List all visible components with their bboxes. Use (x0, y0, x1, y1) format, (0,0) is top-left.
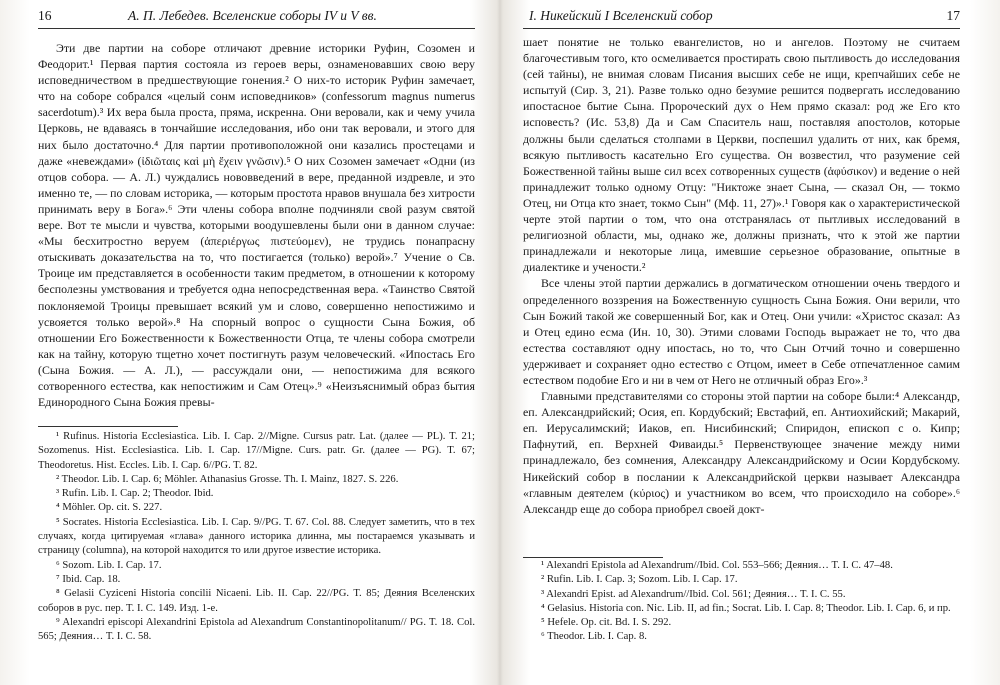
paragraph: Эти две партии на соборе отличают древние историки Руфин, Созомен и Феодорит.¹ Первая партия состояла из героев веры, ознаменовавших свою веру исповедничеством в предшествующие гонения.² О них-то историк Руфин замечает, что на соборе собрался «целый сонм исповедников» (confessorum magnus numerus sacerdotum).³ Их вера была проста, пряма, искренна. Они веровали, как и чему учила Церковь, не вдаваясь в тончайшие исследования, ибо они так веровали, и этого для них было достаточно.⁴ Для партии противоположной они казались простецами и даже «невеждами» (ἰδιῶταις καὶ μὴ ἔχειν γνῶσιν).⁵ О них Созомен замечает «Одни (из отцов собора. — А. Л.) чуждались нововведений в вере, преданной издревле, и это именно те, — по словам историка, — которым простота нравов внушала без хитрости принимать веру в Бога».⁶ Эти члены собора вполне подчиняли свой разум святой вере. Вот те мысли и чувства, которыми воодушевлены были они в данном случае: «Мы бесхитростно веруем (ἀπεριέργως πιστεύομεν), не трудись понапрасну отыскивать доказательства на то, что постигается (только) верой».⁷ Учение о Св. Троице им представляется в особенности таким предметом, в отношении к которому бесполезны умствования и требуется одна непосредственная вера. «Таинство Святой поклоняемой Троицы превышает всякий ум и слово, совершенно непостижимо и усвояется только верой».⁸ На спорный вопрос о сущности Сына Божия, об отношении Его Божественности к Божественности Отца, те члены собора смотрели как на тайну, которую тщетно хочет постигнуть разум человеческий. «Ипостась Его (Сына Божия. — А. Л.), — рассуждали они, — непостижима для всякого сотворенного естества, как непостижим и Сам Отец».⁹ «Неизъяснимый образ бытия Единородного Сына Божия превы- (38, 41, 475, 410)
page-number: 17 (946, 8, 960, 23)
footnote: ⁵ Hefele. Op. cit. Bd. I. S. 292. (541, 617, 672, 629)
page-number: 16 (38, 8, 52, 23)
paragraph: Главными представителями со стороны этой партии на соборе были:⁴ Александр, еп. Александрийский; Осия, еп. Кордубский; Евстафий, еп. Антиохийский; Макарий, еп. Иерусалимский; Иаков, еп. Нисибинский; Спиридон, епископ с о. Кипр; Пафнутий, еп. Верхней Фиваиды.⁵ Первенствующее значение между ними принадлежало, без сомнения, Александру Александрийскому и Осии Кордубскому. Никейский собор в послании к Александрийской церкви называет Александра «главным деятелем (κύριος) и участником во всем, что происходило на соборе».⁶ Александр еще до собора приобрел своей докт- (523, 389, 960, 516)
footnote: ⁷ Ibid. Cap. 18. (56, 573, 121, 585)
footnotes (38, 430, 475, 644)
footnote: ⁴ Gelasius. Historia con. Nic. Lib. II, ad fin.; Socrat. Lib. I. Cap. 8; Theodor. Lib. I. Cap. 6, и пр. (541, 602, 951, 614)
footnote: ⁹ Alexandri episcopi Alexandrini Epistola ad Alexandrum Constantinopolitanum// PG. T. 18. Col. 565; Деяния… T. I. C. 58. (38, 616, 475, 643)
footnote: ⁸ Gelasii Cyziceni Historia concilii Nicaeni. Lib. II. Cap. 22//PG. T. 85; Деяния Вселенских соборов в рус. пер. T. I. C. 149. Изд. 1-е. (38, 588, 475, 614)
footnote: ² Rufin. Lib. I. Cap. 3; Sozom. Lib. I. Cap. 17. (541, 574, 738, 586)
footnotes (523, 559, 960, 645)
footnote: ¹ Alexandri Epistola ad Alexandrum//Ibid. Col. 553–566; Деяния… T. I. C. 47–48. (541, 560, 893, 571)
running-header (38, 6, 475, 26)
footnote-separator (523, 557, 663, 558)
footnote: ⁴ Möhler. Op. cit. S. 227. (56, 502, 163, 514)
header-title: А. П. Лебедев. Вселенские соборы IV и V вв. (128, 8, 377, 23)
left-page (38, 0, 475, 685)
footnote: ¹ Rufinus. Historia Ecclesiastica. Lib. I. Cap. 2//Migne. Cursus patr. Lat. (далее — PL). T. 21; Sozomenus. Hist. Ecclesiastica. Lib. I. Cap. 17//Migne. Curs. patr. Gr. (далее — PG). T. 67; Theodoretus. Hist. Eccles. Lib. I. Cap. 6//PG. T. 82. (38, 431, 475, 471)
body-text (523, 34, 960, 517)
header-rule (38, 28, 475, 29)
header-title: I. Никейский I Вселенский собор (529, 8, 713, 23)
footnote: ⁶ Theodor. Lib. I. Cap. 8. (541, 631, 647, 643)
header-rule (523, 28, 960, 29)
footnote: ² Theodor. Lib. I. Cap. 6; Möhler. Athanasius Grosse. Th. I. Mainz, 1827. S. 226. (56, 473, 399, 485)
right-page (523, 0, 960, 685)
body-text (38, 40, 475, 410)
footnote: ⁵ Socrates. Historia Ecclesiastica. Lib. I. Cap. 9//PG. T. 67. Col. 88. Следует заметить, что в тех случаях, когда цитируемая «глава» данного историка длинна, мы постараемся указывать и страницу (columna), на которой находится то или другое известие историка. (38, 516, 475, 557)
footnote: ⁶ Sozom. Lib. I. Cap. 17. (56, 559, 162, 571)
footnote-separator (38, 426, 178, 427)
paragraph: шает понятие не только евангелистов, но и ангелов. Поэтому не считаем благочестивым того, кто осмеливается простирать свою пытливость до исследования (сей тайны), не внимая словам Писания высших себе не ищи, крепчайших себе не испытуй (Сир. 3, 21). Разве только одно безумие решится подвергать исследованию ипостасное бытие Сына. Пророческий дух о Нем прямо сказал: род же Его кто исповесть? (Ис. 53,8) Да и Сам Спаситель наш, поставляя апостолов, которые должны были сделаться столпами в Церкви, поспешил удалить от них, как бремя, всякую пытливость касательно Его существа. Он возвестил, что разумение сей Божественной тайны выше сил всех сотворенных существ (ἀφύσικον) и ведение о ней принадлежит только одному Отцу: "Никтоже знает Сына, — сказал Он, — токмо Отец, ни Отца кто знает, токмо Сын" (Мф. 11, 27)».¹ Говоря как о характеристической черте этой партии о том, что она отстранялась от пытливых исследований в религиозной области, мы, однако же, должны признать, что к этой же партии принадлежали и некоторые лица, имевшие серьезное образование, опытные в диалектике и учености.² (523, 35, 960, 275)
footnote: ³ Rufin. Lib. I. Cap. 2; Theodor. Ibid. (56, 488, 214, 500)
paragraph: Все члены этой партии держались в догматическом отношении очень твердого и определенного воззрения на Божественную сущность Сына Божия. Они верили, что Сын Божий такой же совершенный Бог, как и Отец. Они учили: «Христос сказал: Аз и Отец едино есма (Ин. 10, 30). Этими словами Господь выражает не то, что два естества составляют одну ипостась, но то, что Сын Отчий точно и совершенно удерживает и сохраняет одно естество с Отцом, имеет в Себе отпечатленное самим естеством подобие Его и ни в чем от Него не отличный образ Его».³ (523, 276, 960, 387)
running-header (523, 6, 960, 26)
footnote: ³ Alexandri Epist. ad Alexandrum//Ibid. Col. 561; Деяния… T. I. C. 55. (541, 588, 846, 600)
